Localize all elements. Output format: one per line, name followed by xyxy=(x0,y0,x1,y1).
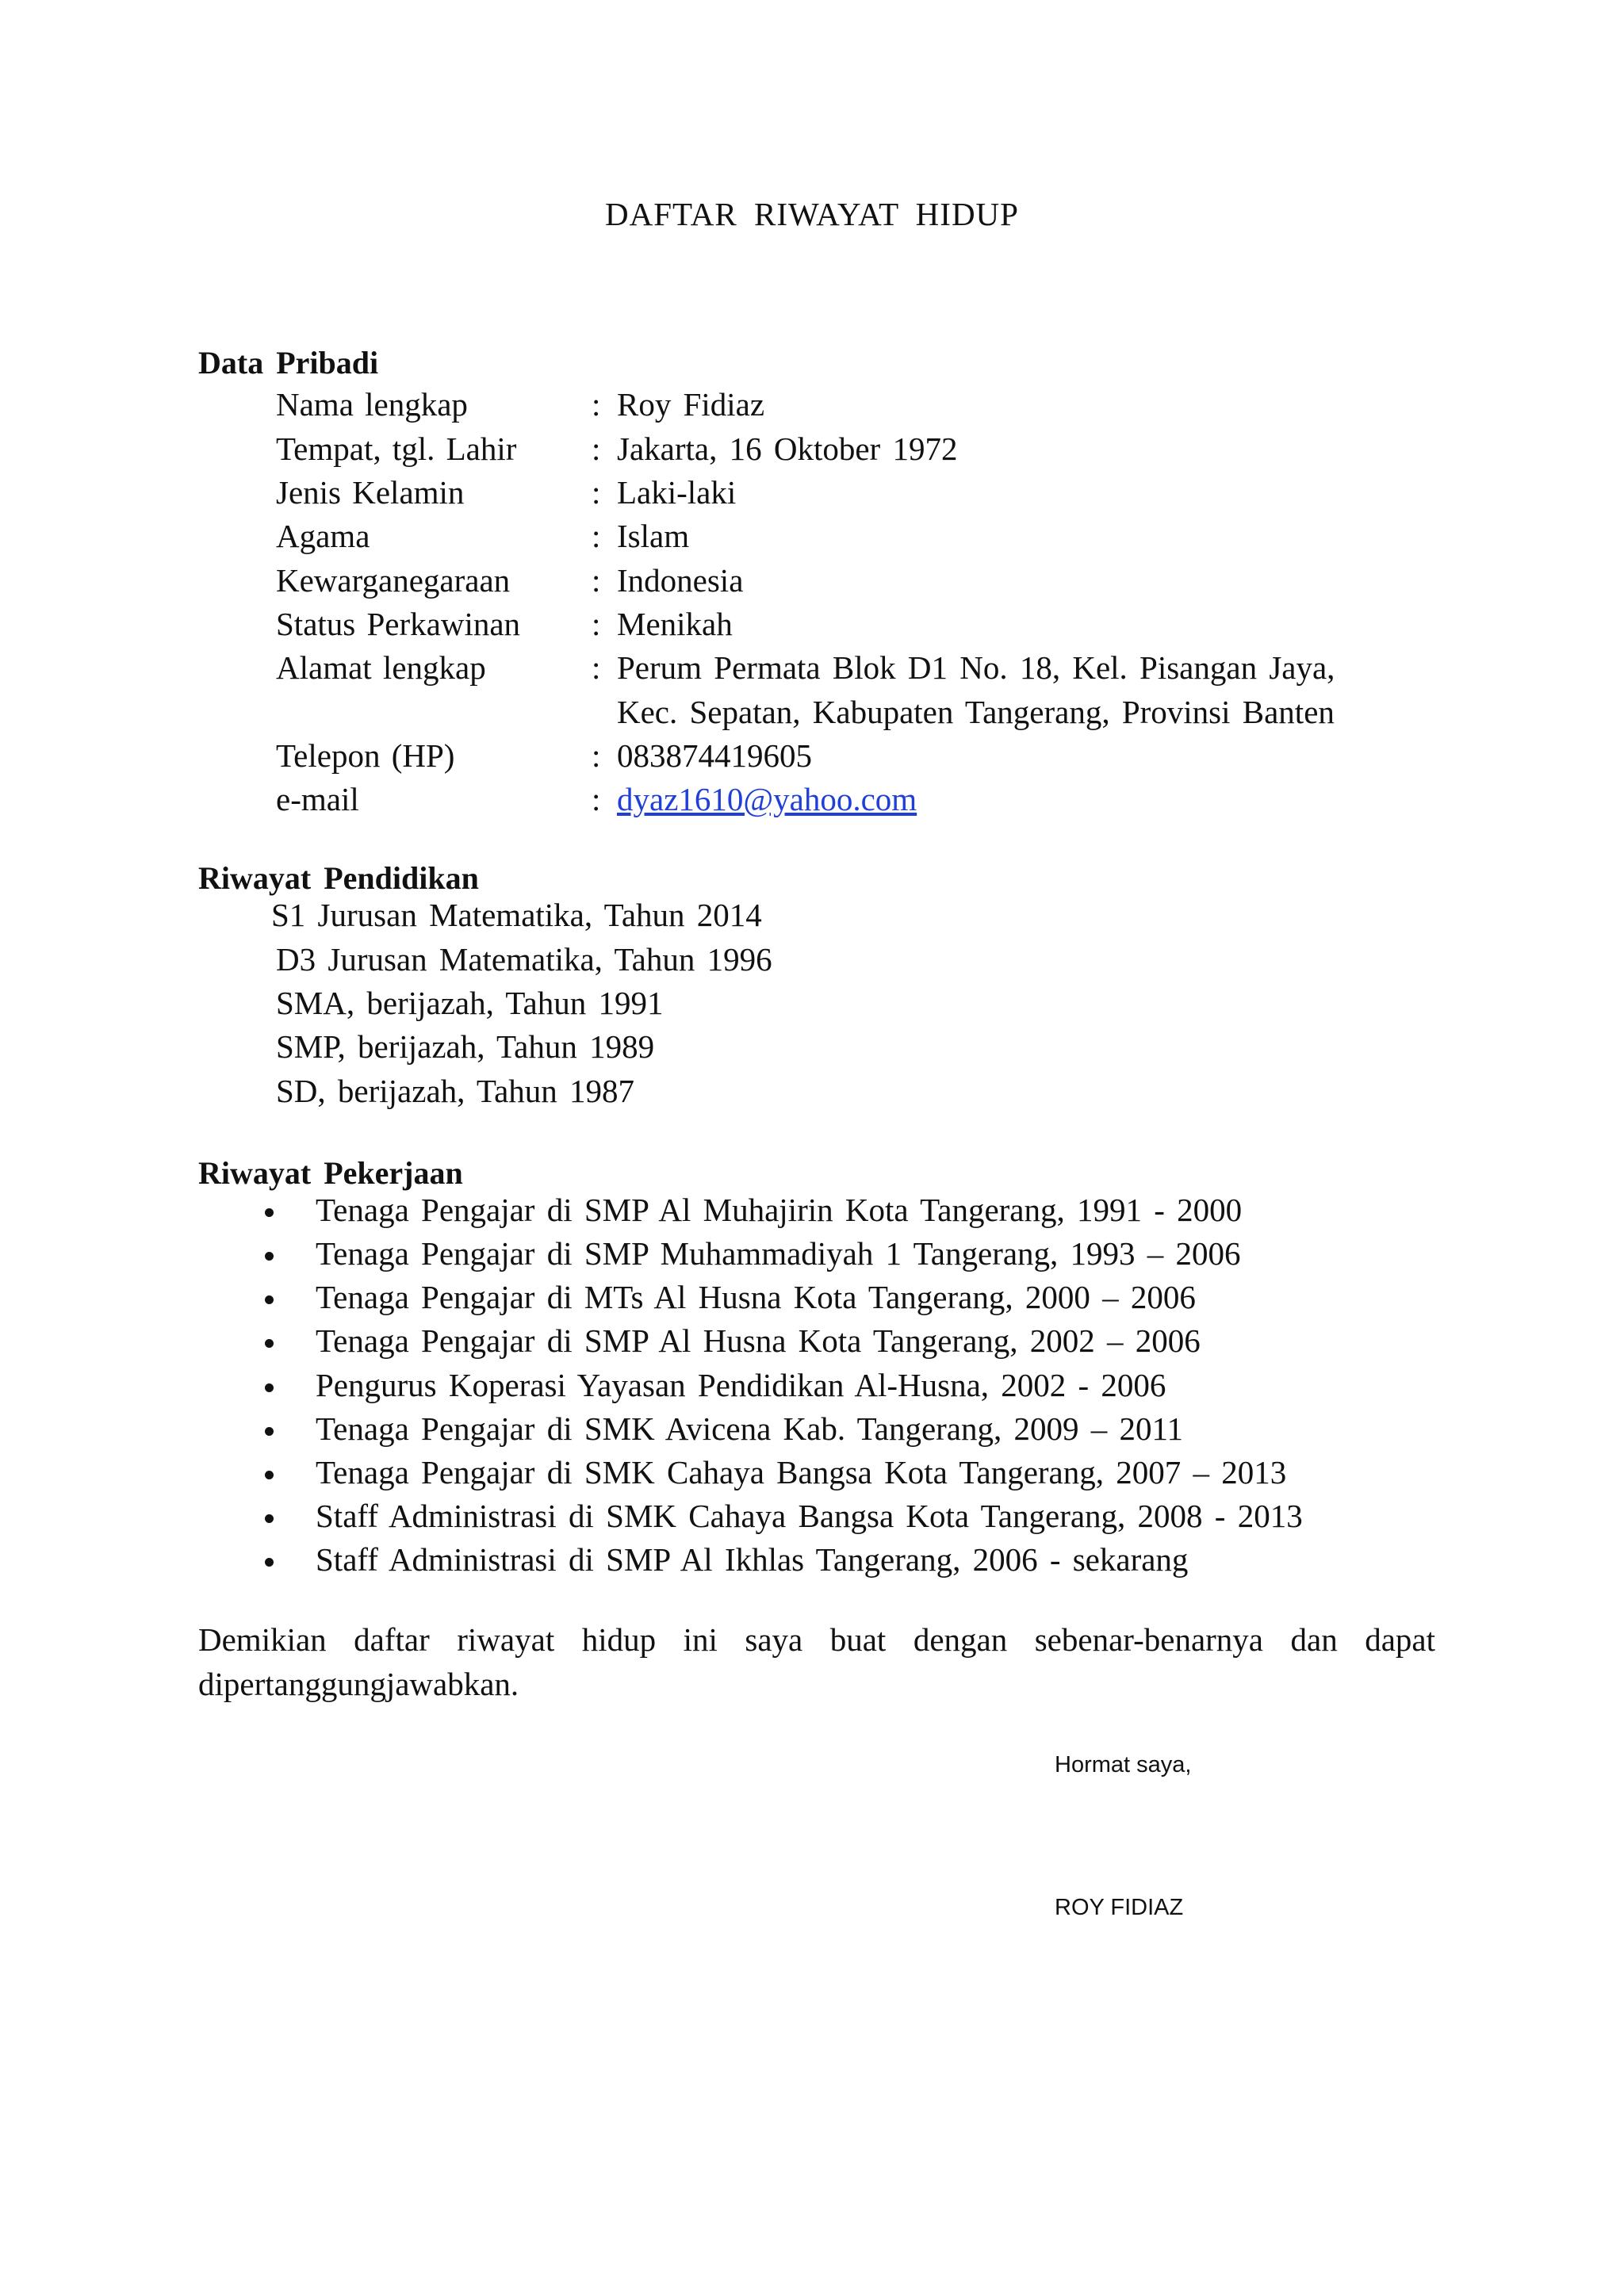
closing-statement: Demikian daftar riwayat hidup ini saya buat dengan sebenar-benarnya dan dapat dipertanggungjawabkan. xyxy=(198,1621,1435,1702)
info-label: Nama lengkap xyxy=(276,386,468,423)
work-item-text: Tenaga Pengajar di MTs Al Husna Kota Tangerang, 2000 – 2006 xyxy=(316,1279,1196,1315)
signature-salutation: Hormat saya, xyxy=(1055,1752,1192,1777)
info-label: Jenis Kelamin xyxy=(276,474,465,511)
info-value-continuation: Kec. Sepatan, Kabupaten Tangerang, Provinsi Banten xyxy=(617,694,1335,730)
bullet-icon xyxy=(265,1514,274,1523)
info-label: Tempat, tgl. Lahir xyxy=(276,430,517,467)
work-item-text: Staff Administrasi di SMK Cahaya Bangsa Kota Tangerang, 2008 - 2013 xyxy=(316,1498,1303,1534)
personal-data-heading: Data Pribadi xyxy=(198,345,379,381)
email-link[interactable]: dyaz1610@yahoo.com xyxy=(617,781,917,817)
info-value: Laki-laki xyxy=(617,474,737,511)
bullet-icon xyxy=(265,1558,274,1567)
bullet-icon xyxy=(265,1208,274,1217)
info-value: Perum Permata Blok D1 No. 18, Kel. Pisangan Jaya, xyxy=(617,649,1335,686)
signature-name: ROY FIDIAZ xyxy=(1055,1895,1184,1920)
info-label: Status Perkawinan xyxy=(276,606,521,642)
info-label: e-mail xyxy=(276,781,359,817)
info-colon: : xyxy=(592,606,601,642)
bullet-icon xyxy=(265,1427,274,1436)
info-colon: : xyxy=(592,649,601,686)
education-heading: Riwayat Pendidikan xyxy=(198,860,479,896)
info-value: Menikah xyxy=(617,606,733,642)
work-item-text: Tenaga Pengajar di SMK Cahaya Bangsa Kota Tangerang, 2007 – 2013 xyxy=(316,1454,1287,1490)
bullet-icon xyxy=(265,1471,274,1479)
work-item-text: Tenaga Pengajar di SMK Avicena Kab. Tangerang, 2009 – 2011 xyxy=(316,1410,1183,1447)
info-colon: : xyxy=(592,518,601,554)
work-item-text: Tenaga Pengajar di SMP Al Husna Kota Tangerang, 2002 – 2006 xyxy=(316,1322,1201,1359)
info-colon: : xyxy=(592,781,601,817)
info-colon: : xyxy=(592,737,601,774)
info-value: Roy Fidiaz xyxy=(617,386,765,423)
info-colon: : xyxy=(592,386,601,423)
info-colon: : xyxy=(592,474,601,511)
work-history-heading: Riwayat Pekerjaan xyxy=(198,1155,463,1191)
education-item: SMA, berijazah, Tahun 1991 xyxy=(276,985,664,1021)
info-colon: : xyxy=(592,430,601,467)
bullet-icon xyxy=(265,1383,274,1392)
info-value: Indonesia xyxy=(617,562,744,599)
education-item: S1 Jurusan Matematika, Tahun 2014 xyxy=(271,897,762,933)
work-item-text: Staff Administrasi di SMP Al Ikhlas Tangerang, 2006 - sekarang xyxy=(316,1541,1189,1578)
info-value: 083874419605 xyxy=(617,737,812,774)
info-colon: : xyxy=(592,562,601,599)
bullet-icon xyxy=(265,1252,274,1261)
education-item: SD, berijazah, Tahun 1987 xyxy=(276,1073,635,1109)
bullet-icon xyxy=(265,1295,274,1304)
education-item: D3 Jurusan Matematika, Tahun 1996 xyxy=(276,941,772,978)
info-label: Telepon (HP) xyxy=(276,737,455,774)
work-item-text: Tenaga Pengajar di SMP Muhammadiyah 1 Tangerang, 1993 – 2006 xyxy=(316,1235,1241,1272)
info-label: Kewarganegaraan xyxy=(276,562,511,599)
info-label: Alamat lengkap xyxy=(276,649,486,686)
work-item-text: Tenaga Pengajar di SMP Al Muhajirin Kota Tangerang, 1991 - 2000 xyxy=(316,1192,1243,1228)
info-value: Islam xyxy=(617,518,690,554)
info-label: Agama xyxy=(276,518,370,554)
document-title: DAFTAR RIWAYAT HIDUP xyxy=(605,196,1019,232)
work-item-text: Pengurus Koperasi Yayasan Pendidikan Al-Husna, 2002 - 2006 xyxy=(316,1367,1166,1403)
info-value: Jakarta, 16 Oktober 1972 xyxy=(617,430,958,467)
education-item: SMP, berijazah, Tahun 1989 xyxy=(276,1028,655,1065)
bullet-icon xyxy=(265,1339,274,1348)
